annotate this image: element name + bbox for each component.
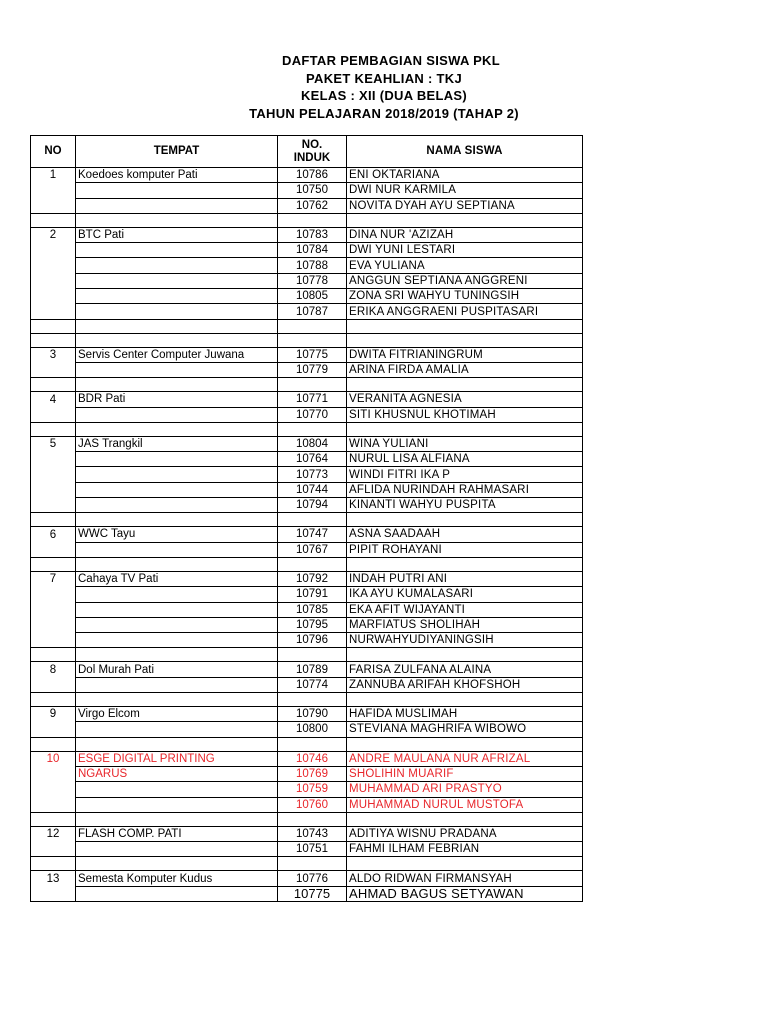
table-row xyxy=(31,871,583,886)
row-nama-siswa: NURUL LISA ALFIANA xyxy=(347,452,583,467)
row-no xyxy=(31,557,76,571)
row-no xyxy=(31,362,76,377)
student-placement-table xyxy=(30,135,583,902)
table-row xyxy=(31,527,583,542)
row-nama-siswa: ADITIYA WISNU PRADANA xyxy=(347,826,583,841)
table-row xyxy=(31,467,583,482)
row-no xyxy=(31,513,76,527)
table-row-blank xyxy=(31,812,583,826)
table-row xyxy=(31,168,583,183)
row-no-induk xyxy=(278,737,347,751)
row-tempat xyxy=(76,648,278,662)
row-no xyxy=(31,587,76,602)
row-no xyxy=(31,797,76,812)
row-nama-siswa: FARISA ZULFANA ALAINA xyxy=(347,662,583,677)
row-no: 1 xyxy=(31,168,76,183)
row-tempat xyxy=(76,333,278,347)
row-tempat xyxy=(76,782,278,797)
row-no xyxy=(31,452,76,467)
row-tempat: WWC Tayu xyxy=(76,527,278,542)
row-no: 7 xyxy=(31,571,76,586)
table-row-blank xyxy=(31,557,583,571)
table-row-blank xyxy=(31,513,583,527)
table-row xyxy=(31,633,583,648)
row-no-induk: 10769 xyxy=(278,766,347,781)
header-no-induk xyxy=(278,136,347,168)
row-nama-siswa: ALDO RIDWAN FIRMANSYAH xyxy=(347,871,583,886)
row-tempat xyxy=(76,422,278,436)
row-no-induk: 10764 xyxy=(278,452,347,467)
row-no-induk: 10744 xyxy=(278,482,347,497)
row-no-induk xyxy=(278,812,347,826)
row-nama-siswa xyxy=(347,812,583,826)
row-no-induk: 10785 xyxy=(278,602,347,617)
row-tempat xyxy=(76,289,278,304)
row-tempat: NGARUS xyxy=(76,766,278,781)
row-tempat xyxy=(76,498,278,513)
row-no xyxy=(31,467,76,482)
row-tempat xyxy=(76,587,278,602)
row-tempat xyxy=(76,857,278,871)
table-row xyxy=(31,797,583,812)
row-tempat: JAS Trangkil xyxy=(76,436,278,451)
table-row-blank xyxy=(31,378,583,392)
row-no-induk: 10775 xyxy=(278,347,347,362)
table-row xyxy=(31,347,583,362)
row-no xyxy=(31,319,76,333)
row-no xyxy=(31,633,76,648)
row-no-induk: 10779 xyxy=(278,362,347,377)
row-no: 13 xyxy=(31,871,76,886)
row-tempat xyxy=(76,842,278,857)
row-no-induk xyxy=(278,333,347,347)
row-no xyxy=(31,183,76,198)
table-row-blank xyxy=(31,648,583,662)
table-row xyxy=(31,243,583,258)
row-tempat xyxy=(76,886,278,901)
row-no-induk: 10800 xyxy=(278,722,347,737)
table-row xyxy=(31,436,583,451)
title-line-1: DAFTAR PEMBAGIAN SISWA PKL xyxy=(282,53,500,68)
table-row xyxy=(31,362,583,377)
row-nama-siswa: DWI YUNI LESTARI xyxy=(347,243,583,258)
row-no-induk: 10762 xyxy=(278,198,347,213)
row-no: 8 xyxy=(31,662,76,677)
row-nama-siswa xyxy=(347,648,583,662)
row-nama-siswa: ZONA SRI WAHYU TUNINGSIH xyxy=(347,289,583,304)
row-tempat xyxy=(76,797,278,812)
row-no: 9 xyxy=(31,707,76,722)
header-induk-line2: INDUK xyxy=(293,151,331,164)
row-no-induk: 10795 xyxy=(278,617,347,632)
title-line-2: PAKET KEAHLIAN : TKJ xyxy=(306,70,462,86)
row-nama-siswa: KINANTI WAHYU PUSPITA xyxy=(347,498,583,513)
row-nama-siswa xyxy=(347,213,583,227)
row-no-induk: 10746 xyxy=(278,751,347,766)
row-tempat xyxy=(76,258,278,273)
row-no: 4 xyxy=(31,392,76,407)
row-no-induk: 10790 xyxy=(278,707,347,722)
row-tempat xyxy=(76,243,278,258)
table-row xyxy=(31,482,583,497)
header-tempat: TEMPAT xyxy=(76,136,278,168)
table-row xyxy=(31,183,583,198)
row-no-induk: 10789 xyxy=(278,662,347,677)
table-row xyxy=(31,722,583,737)
table-row-blank xyxy=(31,857,583,871)
row-tempat xyxy=(76,378,278,392)
header-no: NO xyxy=(31,136,76,168)
row-nama-siswa: ERIKA ANGGRAENI PUSPITASARI xyxy=(347,304,583,319)
row-no-induk: 10804 xyxy=(278,436,347,451)
table-row xyxy=(31,407,583,422)
row-no-induk: 10767 xyxy=(278,542,347,557)
table-row xyxy=(31,542,583,557)
row-no xyxy=(31,602,76,617)
row-nama-siswa: AFLIDA NURINDAH RAHMASARI xyxy=(347,482,583,497)
row-no-induk: 10794 xyxy=(278,498,347,513)
row-nama-siswa: DINA NUR 'AZIZAH xyxy=(347,227,583,242)
row-nama-siswa: STEVIANA MAGHRIFA WIBOWO xyxy=(347,722,583,737)
row-no-induk xyxy=(278,213,347,227)
table-row xyxy=(31,751,583,766)
row-no-induk xyxy=(278,319,347,333)
table-row xyxy=(31,707,583,722)
row-nama-siswa: DWITA FITRIANINGRUM xyxy=(347,347,583,362)
row-no-induk: 10787 xyxy=(278,304,347,319)
row-no xyxy=(31,482,76,497)
header-induk-line1: NO. xyxy=(301,138,323,151)
row-tempat xyxy=(76,542,278,557)
row-nama-siswa: ANDRE MAULANA NUR AFRIZAL xyxy=(347,751,583,766)
row-tempat xyxy=(76,213,278,227)
row-tempat: BDR Pati xyxy=(76,392,278,407)
row-tempat xyxy=(76,677,278,692)
table-row-blank xyxy=(31,693,583,707)
row-tempat xyxy=(76,273,278,288)
row-no-induk: 10783 xyxy=(278,227,347,242)
table-row-blank xyxy=(31,422,583,436)
row-nama-siswa: ANGGUN SEPTIANA ANGGRENI xyxy=(347,273,583,288)
row-no: 12 xyxy=(31,826,76,841)
row-no-induk xyxy=(278,557,347,571)
row-nama-siswa: ENI OKTARIANA xyxy=(347,168,583,183)
row-no: 3 xyxy=(31,347,76,362)
table-row xyxy=(31,289,583,304)
table-row xyxy=(31,766,583,781)
row-no-induk xyxy=(278,513,347,527)
row-nama-siswa: VERANITA AGNESIA xyxy=(347,392,583,407)
row-nama-siswa: ASNA SAADAAH xyxy=(347,527,583,542)
row-nama-siswa: SITI KHUSNUL KHOTIMAH xyxy=(347,407,583,422)
header-nama-siswa: NAMA SISWA xyxy=(347,136,583,168)
row-no xyxy=(31,378,76,392)
row-nama-siswa: PIPIT ROHAYANI xyxy=(347,542,583,557)
row-no-induk: 10760 xyxy=(278,797,347,812)
row-no-induk: 10786 xyxy=(278,168,347,183)
row-nama-siswa: WINA YULIANI xyxy=(347,436,583,451)
row-tempat xyxy=(76,737,278,751)
row-no: 2 xyxy=(31,227,76,242)
row-nama-siswa: DWI NUR KARMILA xyxy=(347,183,583,198)
table-row xyxy=(31,227,583,242)
row-no xyxy=(31,304,76,319)
row-no xyxy=(31,273,76,288)
row-nama-siswa: EKA AFIT WIJAYANTI xyxy=(347,602,583,617)
table-row-blank xyxy=(31,737,583,751)
table-row xyxy=(31,826,583,841)
table-row xyxy=(31,304,583,319)
row-no-induk: 10751 xyxy=(278,842,347,857)
table-row xyxy=(31,452,583,467)
row-no-induk: 10771 xyxy=(278,392,347,407)
row-no xyxy=(31,289,76,304)
table-row xyxy=(31,677,583,692)
row-nama-siswa: MARFIATUS SHOLIHAH xyxy=(347,617,583,632)
table-row xyxy=(31,602,583,617)
table-row xyxy=(31,498,583,513)
row-no-induk: 10750 xyxy=(278,183,347,198)
row-no-induk xyxy=(278,378,347,392)
row-nama-siswa: ARINA FIRDA AMALIA xyxy=(347,362,583,377)
row-nama-siswa xyxy=(347,857,583,871)
title-line-4: TAHUN PELAJARAN 2018/2019 (TAHAP 2) xyxy=(249,105,519,121)
row-no xyxy=(31,333,76,347)
row-no: 10 xyxy=(31,751,76,766)
table-row-blank xyxy=(31,213,583,227)
row-tempat xyxy=(76,602,278,617)
row-nama-siswa: FAHMI ILHAM FEBRIAN xyxy=(347,842,583,857)
table-row xyxy=(31,198,583,213)
row-no xyxy=(31,886,76,901)
row-no xyxy=(31,693,76,707)
table-row xyxy=(31,392,583,407)
row-no xyxy=(31,422,76,436)
row-tempat: Servis Center Computer Juwana xyxy=(76,347,278,362)
row-no xyxy=(31,243,76,258)
row-no xyxy=(31,542,76,557)
row-no: 6 xyxy=(31,527,76,542)
document-title xyxy=(0,52,768,122)
table-row xyxy=(31,662,583,677)
row-no-induk xyxy=(278,693,347,707)
row-nama-siswa xyxy=(347,422,583,436)
table-row xyxy=(31,782,583,797)
row-nama-siswa: NOVITA DYAH AYU SEPTIANA xyxy=(347,198,583,213)
row-no-induk xyxy=(278,857,347,871)
row-nama-siswa xyxy=(347,737,583,751)
row-no xyxy=(31,213,76,227)
row-nama-siswa xyxy=(347,557,583,571)
row-tempat xyxy=(76,482,278,497)
table-row xyxy=(31,617,583,632)
row-no: 5 xyxy=(31,436,76,451)
table-header-row xyxy=(31,136,583,168)
row-tempat: Koedoes komputer Pati xyxy=(76,168,278,183)
row-nama-siswa: MUHAMMAD NURUL MUSTOFA xyxy=(347,797,583,812)
row-tempat xyxy=(76,633,278,648)
row-no xyxy=(31,617,76,632)
row-no-induk xyxy=(278,422,347,436)
row-no-induk: 10747 xyxy=(278,527,347,542)
table-row xyxy=(31,587,583,602)
row-no xyxy=(31,766,76,781)
row-nama-siswa: IKA AYU KUMALASARI xyxy=(347,587,583,602)
row-no-induk: 10773 xyxy=(278,467,347,482)
row-tempat: Virgo Elcom xyxy=(76,707,278,722)
row-no-induk: 10774 xyxy=(278,677,347,692)
row-tempat xyxy=(76,452,278,467)
row-no-induk: 10776 xyxy=(278,871,347,886)
row-no xyxy=(31,737,76,751)
row-no xyxy=(31,812,76,826)
row-nama-siswa xyxy=(347,333,583,347)
row-no-induk: 10788 xyxy=(278,258,347,273)
row-tempat: BTC Pati xyxy=(76,227,278,242)
row-no-induk: 10796 xyxy=(278,633,347,648)
row-tempat: Semesta Komputer Kudus xyxy=(76,871,278,886)
row-nama-siswa: ZANNUBA ARIFAH KHOFSHOH xyxy=(347,677,583,692)
row-no-induk: 10770 xyxy=(278,407,347,422)
row-nama-siswa: WINDI FITRI IKA P xyxy=(347,467,583,482)
row-no xyxy=(31,782,76,797)
row-tempat xyxy=(76,304,278,319)
row-no xyxy=(31,648,76,662)
table-row xyxy=(31,273,583,288)
row-tempat xyxy=(76,693,278,707)
row-tempat: FLASH COMP. PATI xyxy=(76,826,278,841)
table-row xyxy=(31,571,583,586)
row-tempat xyxy=(76,812,278,826)
row-nama-siswa xyxy=(347,513,583,527)
row-no xyxy=(31,498,76,513)
row-no-induk: 10759 xyxy=(278,782,347,797)
row-no-induk: 10778 xyxy=(278,273,347,288)
table-row-blank xyxy=(31,319,583,333)
row-no xyxy=(31,722,76,737)
row-no xyxy=(31,198,76,213)
row-no-induk: 10791 xyxy=(278,587,347,602)
row-no xyxy=(31,677,76,692)
row-no xyxy=(31,857,76,871)
row-tempat: Cahaya TV Pati xyxy=(76,571,278,586)
row-tempat xyxy=(76,198,278,213)
row-no-induk: 10743 xyxy=(278,826,347,841)
row-no xyxy=(31,842,76,857)
table-row xyxy=(31,842,583,857)
table-row xyxy=(31,886,583,901)
table-body xyxy=(31,168,583,902)
row-no-induk xyxy=(278,648,347,662)
row-no-induk: 10805 xyxy=(278,289,347,304)
row-no-induk: 10792 xyxy=(278,571,347,586)
row-tempat xyxy=(76,557,278,571)
row-tempat: Dol Murah Pati xyxy=(76,662,278,677)
row-no-induk: 10775 xyxy=(278,886,347,901)
row-nama-siswa: NURWAHYUDIYANINGSIH xyxy=(347,633,583,648)
row-nama-siswa xyxy=(347,378,583,392)
row-nama-siswa: SHOLIHIN MUARIF xyxy=(347,766,583,781)
row-tempat xyxy=(76,319,278,333)
row-nama-siswa: EVA YULIANA xyxy=(347,258,583,273)
table-row-blank xyxy=(31,333,583,347)
row-tempat xyxy=(76,362,278,377)
row-tempat xyxy=(76,183,278,198)
row-nama-siswa: AHMAD BAGUS SETYAWAN xyxy=(347,886,583,901)
row-nama-siswa xyxy=(347,693,583,707)
row-no xyxy=(31,258,76,273)
title-line-3: KELAS : XII (DUA BELAS) xyxy=(300,88,468,103)
row-nama-siswa: HAFIDA MUSLIMAH xyxy=(347,707,583,722)
row-tempat xyxy=(76,467,278,482)
row-nama-siswa xyxy=(347,319,583,333)
row-tempat xyxy=(76,617,278,632)
row-nama-siswa: MUHAMMAD ARI PRASTYO xyxy=(347,782,583,797)
row-tempat xyxy=(76,722,278,737)
table-row xyxy=(31,258,583,273)
row-tempat: ESGE DIGITAL PRINTING xyxy=(76,751,278,766)
row-tempat xyxy=(76,407,278,422)
row-no-induk: 10784 xyxy=(278,243,347,258)
row-no xyxy=(31,407,76,422)
row-nama-siswa: INDAH PUTRI ANI xyxy=(347,571,583,586)
row-tempat xyxy=(76,513,278,527)
